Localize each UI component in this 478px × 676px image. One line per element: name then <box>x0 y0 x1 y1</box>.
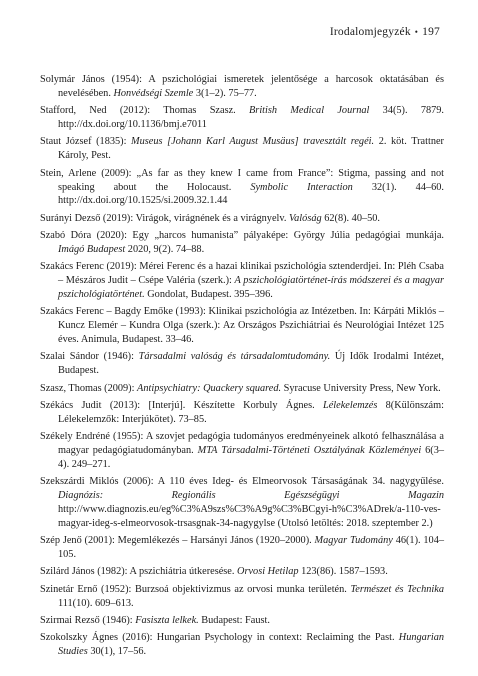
reference-title-italic: Imágó Budapest <box>58 243 126 255</box>
reference-title-italic: Fasiszta lelkek. <box>135 614 199 626</box>
reference-list <box>40 73 444 662</box>
reference-entry <box>40 260 444 302</box>
reference-entry <box>40 212 444 226</box>
reference-entry <box>40 583 444 611</box>
reference-text: 30(1), 17–56. <box>87 646 147 658</box>
reference-text: Székely Endréné (1955): A szovjet pedagógia tudományos eredményeinek alkotó felhasználása a magyar pedagógiatudományban. <box>40 431 444 457</box>
reference-entry <box>40 399 444 427</box>
reference-title-italic: Természet és Technika <box>350 583 444 595</box>
reference-text: Szakács Ferenc (2019): Mérei Ferenc és a hazai klinikai pszichológia sztenderdjei. In: Pléh Csaba – Mészáros Judit – Csépe Valéria (szerk.): <box>40 261 444 287</box>
reference-text: Solymár János (1954): A pszichológiai ismeretek jelentősége a harcosok oktatásában és nevelésében. <box>40 74 444 99</box>
reference-entry <box>40 350 444 378</box>
reference-text: 111(10). 609–613. <box>58 597 134 609</box>
reference-text: 62(8). 40–50. <box>321 212 380 224</box>
reference-text: 8(Különszám: Lélekelemzők: Interjúkötet). 73–85. <box>58 399 444 425</box>
reference-title-italic: Magyar Tudomány <box>314 535 393 547</box>
reference-entry <box>40 475 444 531</box>
reference-title-italic: Honvédségi Szemle <box>113 87 194 99</box>
reference-title-italic: MTA Társadalmi-Történeti Osztályának Közleményei <box>197 445 422 457</box>
reference-text: Új Idők Irodalmi Intézet, Budapest. <box>58 351 444 377</box>
reference-text: Staut József (1835): <box>40 136 132 148</box>
reference-entry <box>40 167 444 209</box>
reference-title-italic: Orvosi Hetilap <box>237 566 299 578</box>
reference-entry <box>40 382 444 396</box>
reference-entry <box>40 135 444 163</box>
reference-text: Szakács Ferenc – Bagdy Emőke (1993): Klinikai pszichológia az Intézetben. In: Kárpáti Miklós – Kuncz Elemér – Kundra Olga (szerk.): Az Országos Pszichiátriai és Neurológiai Intézet 125 éves. Animula, Budapest. 33–46. <box>40 306 444 346</box>
reference-title-italic: British Medical Journal <box>249 105 370 117</box>
running-header <box>330 26 440 38</box>
reference-entry <box>40 565 444 579</box>
reference-text: 2. köt. Trattner Károly, Pest. <box>58 136 444 162</box>
reference-text: Szekszárdi Miklós (2006): A 110 éves Ideg- és Elmeorvosok Társaságának 34. nagygyűlése. <box>40 476 444 488</box>
reference-text: Szép Jenő (2001): Megemlékezés – Harsányi János (1920–2000). <box>40 535 315 547</box>
reference-title-italic: Valóság <box>289 212 322 224</box>
reference-entry <box>40 534 444 562</box>
reference-text: 2020, 9(2). 74–88. <box>125 243 205 255</box>
reference-entry <box>40 614 444 628</box>
reference-text: Surányi Dezső (2019): Virágok, virágnének és a virágnyelv. <box>40 212 290 224</box>
reference-text: Stafford, Ned (2012): Thomas Szasz. <box>40 105 250 117</box>
reference-text: 32(1). 44–60. http://dx.doi.org/10.1525/si.2009.32.1.44 <box>58 181 444 207</box>
reference-title-italic: A pszichológiatörténet-írás módszerei és a magyar pszichológiatörténet. <box>58 275 445 301</box>
reference-entry <box>40 73 444 101</box>
reference-entry <box>40 229 444 257</box>
reference-text: Szalai Sándor (1946): <box>40 351 139 363</box>
reference-entry <box>40 631 444 659</box>
reference-text: Szirmai Rezső (1946): <box>40 614 136 626</box>
reference-title-italic: Társadalmi valóság és társadalomtudomány. <box>138 351 331 363</box>
reference-text: Szasz, Thomas (2009): <box>40 382 138 394</box>
reference-text: 34(5). 7879. http://dx.doi.org/10.1136/bmj.e7011 <box>58 105 444 131</box>
reference-text: Szilárd János (1982): A pszichiátria útkeresése. <box>40 566 238 578</box>
reference-text: Stein, Arlene (2009): „As far as they knew I came from France”: Stigma, passing and not speaking about the Holocaust. <box>40 167 444 193</box>
reference-text: Budapest: Faust. <box>198 614 270 626</box>
reference-text: Gondolat, Budapest. 395–396. <box>144 289 273 301</box>
reference-text: 46(1). 104–105. <box>58 535 444 561</box>
reference-text: Szokolszky Ágnes (2016): Hungarian Psychology in context: Reclaiming the Past. <box>40 632 399 644</box>
reference-text: 123(86). 1587–1593. <box>298 566 388 578</box>
reference-title-italic: Museus [Johann Karl August Musäus] travesztált regéi. <box>131 136 375 148</box>
header-separator: • <box>414 27 419 37</box>
reference-text: Syracuse University Press, New York. <box>281 382 441 394</box>
reference-text: 6(3–4). 249–271. <box>58 445 445 470</box>
reference-title-italic: Symbolic Interaction <box>250 181 353 193</box>
running-header-title: Irodalomjegyzék <box>329 26 411 38</box>
page-number: 197 <box>422 26 440 38</box>
reference-text: http://www.diagnozis.eu/eg%C3%A9szs%C3%A9g%C3%BCgyi-h%C3%ADrek/a-110-ves-magyar-ideg-s-elmeorvosok-trsasgnak-34-nagygylse (Utolsó letöltés: 2018. szeptember 2.) <box>58 504 441 529</box>
reference-entry <box>40 430 444 472</box>
reference-title-italic: Antipsychiatry: Quackery squared. <box>137 382 282 394</box>
reference-title-italic: Hungarian Studies <box>58 632 444 658</box>
reference-entry <box>40 104 444 132</box>
reference-text: Szinetár Ernő (1952): Burzsoá objektivizmus az orvosi munka területén. <box>40 583 351 595</box>
reference-text: Székács Judit (2013): [Interjú]. Készítette Korbuly Ágnes. <box>40 399 323 411</box>
reference-text: 3(1–2). 75–77. <box>193 87 257 99</box>
reference-text: Szabó Dóra (2020): Egy „harcos humanista” pályaképe: György Júlia pedagógiai munkája. <box>40 230 444 242</box>
reference-title-italic: Diagnózis: Regionális Egészségügyi Magazin <box>58 490 444 502</box>
reference-entry <box>40 305 444 347</box>
reference-title-italic: Lélekelemzés <box>323 399 378 411</box>
